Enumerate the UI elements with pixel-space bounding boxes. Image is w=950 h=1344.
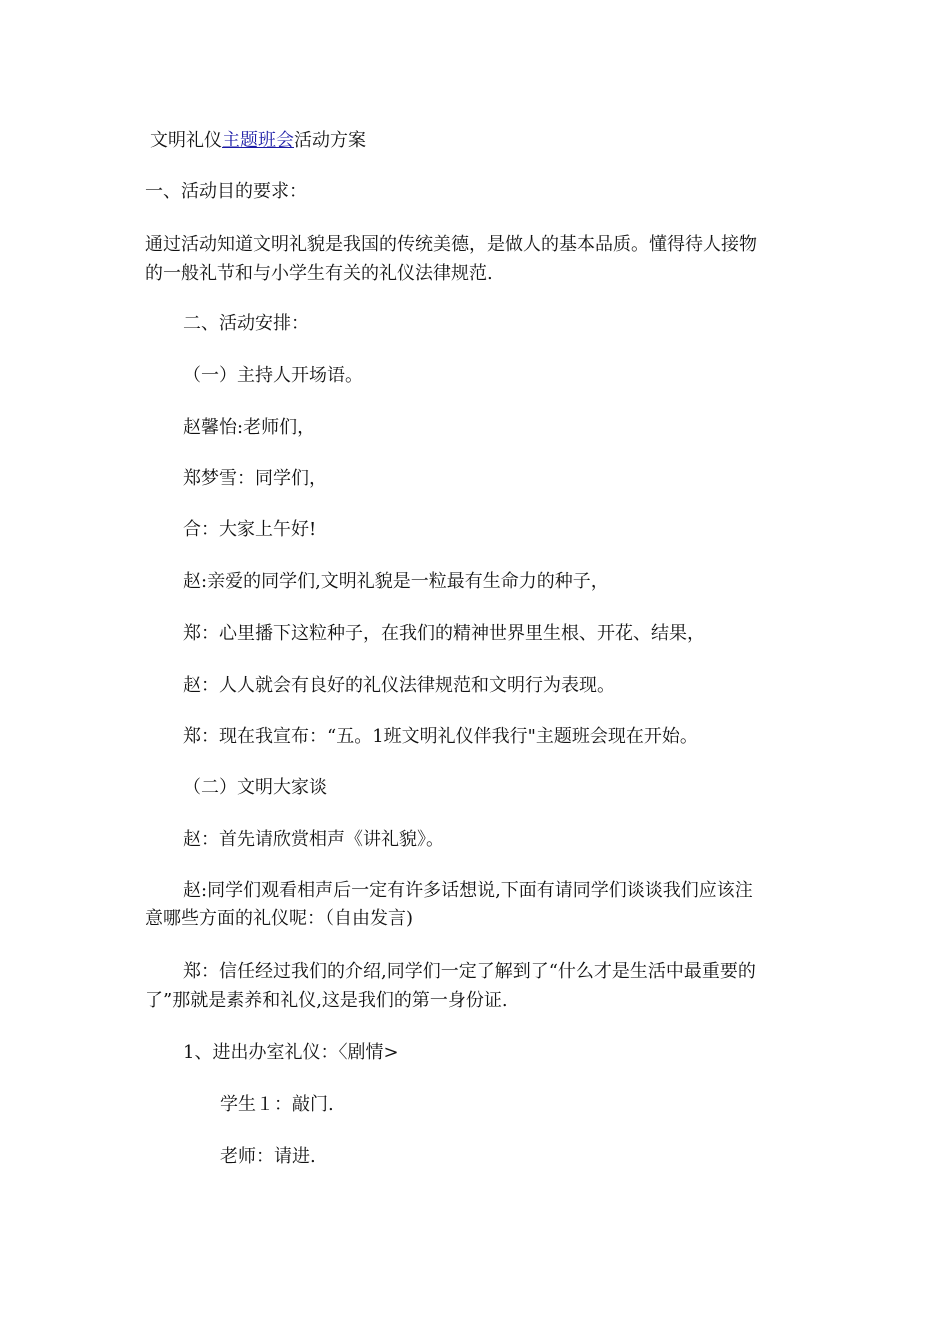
paragraph-line: 二、活动安排： (183, 313, 309, 334)
paragraph-line: 郑：心里播下这粒种子，在我们的精神世界里生根、开花、结果， (183, 623, 705, 644)
paragraph-line: 的一般礼节和与小学生有关的礼仪法律规范. (145, 263, 493, 284)
paragraph-line: 赵:同学们观看相声后一定有许多话想说,下面有请同学们谈谈我们应该注 (183, 880, 753, 901)
paragraph-line: 郑：信任经过我们的介绍,同学们一定了解到了“什么才是生活中最重要的 (183, 961, 756, 982)
document-title (150, 129, 366, 153)
paragraph-line: 合：大家上午好! (183, 519, 317, 540)
paragraph-line: 1、进出办室礼仪：〈剧情> (183, 1042, 399, 1063)
paragraph-line: 赵：人人就会有良好的礼仪法律规范和文明行为表现。 (183, 675, 615, 696)
paragraph-line: 赵：首先请欣赏相声《讲礼貌》。 (183, 829, 444, 850)
paragraph-line: 郑梦雪：同学们， (183, 468, 327, 489)
paragraph-line: 赵馨怡:老师们， (183, 417, 316, 438)
paragraph-line: 学生１：敲门. (220, 1094, 334, 1115)
title-prefix: 文明礼仪 (150, 130, 222, 151)
paragraph-line: 郑：现在我宣布：“五。1班文明礼仪伴我行"主题班会现在开始。 (183, 726, 698, 747)
paragraph-line: 赵:亲爱的同学们,文明礼貌是一粒最有生命力的种子， (183, 571, 609, 592)
paragraph-line: 老师：请进. (220, 1146, 316, 1167)
paragraph-line: （一）主持人开场语。 (183, 365, 363, 386)
title-suffix: 活动方案 (294, 130, 366, 151)
paragraph-line: 通过活动知道文明礼貌是我国的传统美德，是做人的基本品质。懂得待人接物 (145, 234, 757, 255)
paragraph-line: （二）文明大家谈 (183, 777, 327, 798)
title-link[interactable]: 主题班会 (222, 130, 294, 151)
paragraph-line: 了”那就是素养和礼仪,这是我们的第一身份证. (145, 990, 508, 1011)
paragraph-line: 一、活动目的要求： (145, 181, 307, 202)
paragraph-line: 意哪些方面的礼仪呢：（自由发言) (145, 908, 414, 929)
